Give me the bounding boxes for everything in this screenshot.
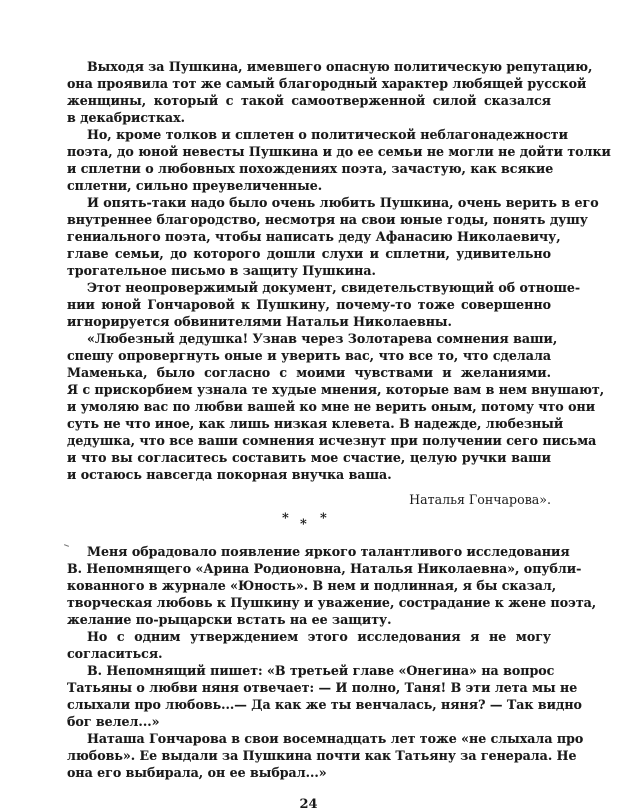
text-line: сплетни, сильно преувеличенные.	[67, 178, 323, 193]
asterisk-icon: *	[320, 511, 327, 526]
letter-signature: Наталья Гончарова».	[409, 492, 551, 507]
text-line: любовь». Ее выдали за Пушкина почти как Татьяну за генерала. Не	[67, 748, 577, 763]
text-line: и что вы согласитесь составить мое счастие, целую ручки ваши	[67, 450, 551, 465]
asterisk-icon: *	[300, 517, 307, 532]
text-line: Выходя за Пушкина, имевшего опасную политическую репутацию,	[87, 59, 593, 74]
page-number: 24	[299, 797, 318, 812]
text-line: внутреннее благородство, несмотря на свои юные годы, понять душу	[67, 212, 588, 227]
text-line: она проявила тот же самый благородный характер любящей русской	[67, 76, 587, 91]
text-line: слыхали про любовь...— Да как же ты венчалась, няня? — Так видно	[67, 697, 582, 712]
text-line: и сплетни о любовных похождениях поэта, зачастую, как всякие	[67, 161, 554, 176]
text-line: Я с прискорбием узнала те худые мнения, которые вам в нем внушают,	[67, 382, 605, 397]
scan-margin-mark	[64, 544, 69, 547]
text-line: желание по-рыцарски встать на ее защиту.	[67, 612, 392, 627]
text-line: и остаюсь навсегда покорная внучка ваша.	[67, 467, 392, 482]
text-line: нии юной Гончаровой к Пушкину, почему-то тоже совершенно	[67, 297, 551, 312]
text-line: Татьяны о любви няня отвечает: — И полно, Таня! В эти лета мы не	[67, 680, 578, 695]
text-line: «Любезный дедушка! Узнав через Золотарева сомнения ваши,	[87, 331, 558, 346]
text-line: Меня обрадовало появление яркого талантливого исследования	[87, 544, 570, 559]
text-line: игнорируется обвинителями Натальи Николаевны.	[67, 314, 452, 329]
text-line: она его выбирала, он ее выбрал...»	[67, 765, 327, 780]
text-line: суть не что иное, как лишь низкая клевета. В надежде, любезный	[67, 416, 564, 431]
text-line: И опять-таки надо было очень любить Пушкина, очень верить в его	[87, 195, 599, 210]
asterisk-icon: *	[282, 511, 289, 526]
text-line: в декабристках.	[67, 110, 185, 125]
text-line: кованного в журнале «Юность». В нем и подлинная, я бы сказал,	[67, 578, 557, 593]
text-line: дедушка, что все ваши сомнения исчезнут при получении сего письма	[67, 433, 597, 448]
text-line: В. Непомнящего «Арина Родионовна, Наталья Николаевна», опубли-	[67, 561, 582, 576]
text-line: согласиться.	[67, 646, 163, 661]
text-line: Наташа Гончарова в свои восемнадцать лет тоже «не слыхала про	[87, 731, 584, 746]
text-line: Но, кроме толков и сплетен о политической неблагонадежности	[87, 127, 568, 142]
text-line: Но с одним утверждением этого исследования я не могу	[87, 629, 551, 644]
text-line: женщины, который с такой самоотверженной силой сказался	[67, 93, 551, 108]
text-line: поэта, до юной невесты Пушкина и до ее семьи не могли не дойти толки	[67, 144, 611, 159]
text-line: Этот неопровержимый документ, свидетельствующий об отноше-	[87, 280, 581, 295]
text-line: трогательное письмо в защиту Пушкина.	[67, 263, 376, 278]
text-line: и умоляю вас по любви вашей ко мне не верить оным, потому что они	[67, 399, 596, 414]
text-line: В. Непомнящий пишет: «В третьей главе «Онегина» на вопрос	[87, 663, 555, 678]
text-line: спешу опровергнуть оные и уверить вас, что все то, что сделала	[67, 348, 551, 363]
text-line: Маменька, было согласно с моими чувствами и желаниями.	[67, 365, 551, 380]
text-line: творческая любовь к Пушкину и уважение, сострадание к жене поэта,	[67, 595, 597, 610]
text-line: главе семьи, до которого дошли слухи и сплетни, удивительно	[67, 246, 551, 261]
text-line: гениального поэта, чтобы написать деду Афанасию Николаевичу,	[67, 229, 561, 244]
section-separator	[282, 511, 334, 535]
text-line: бог велел...»	[67, 714, 160, 729]
